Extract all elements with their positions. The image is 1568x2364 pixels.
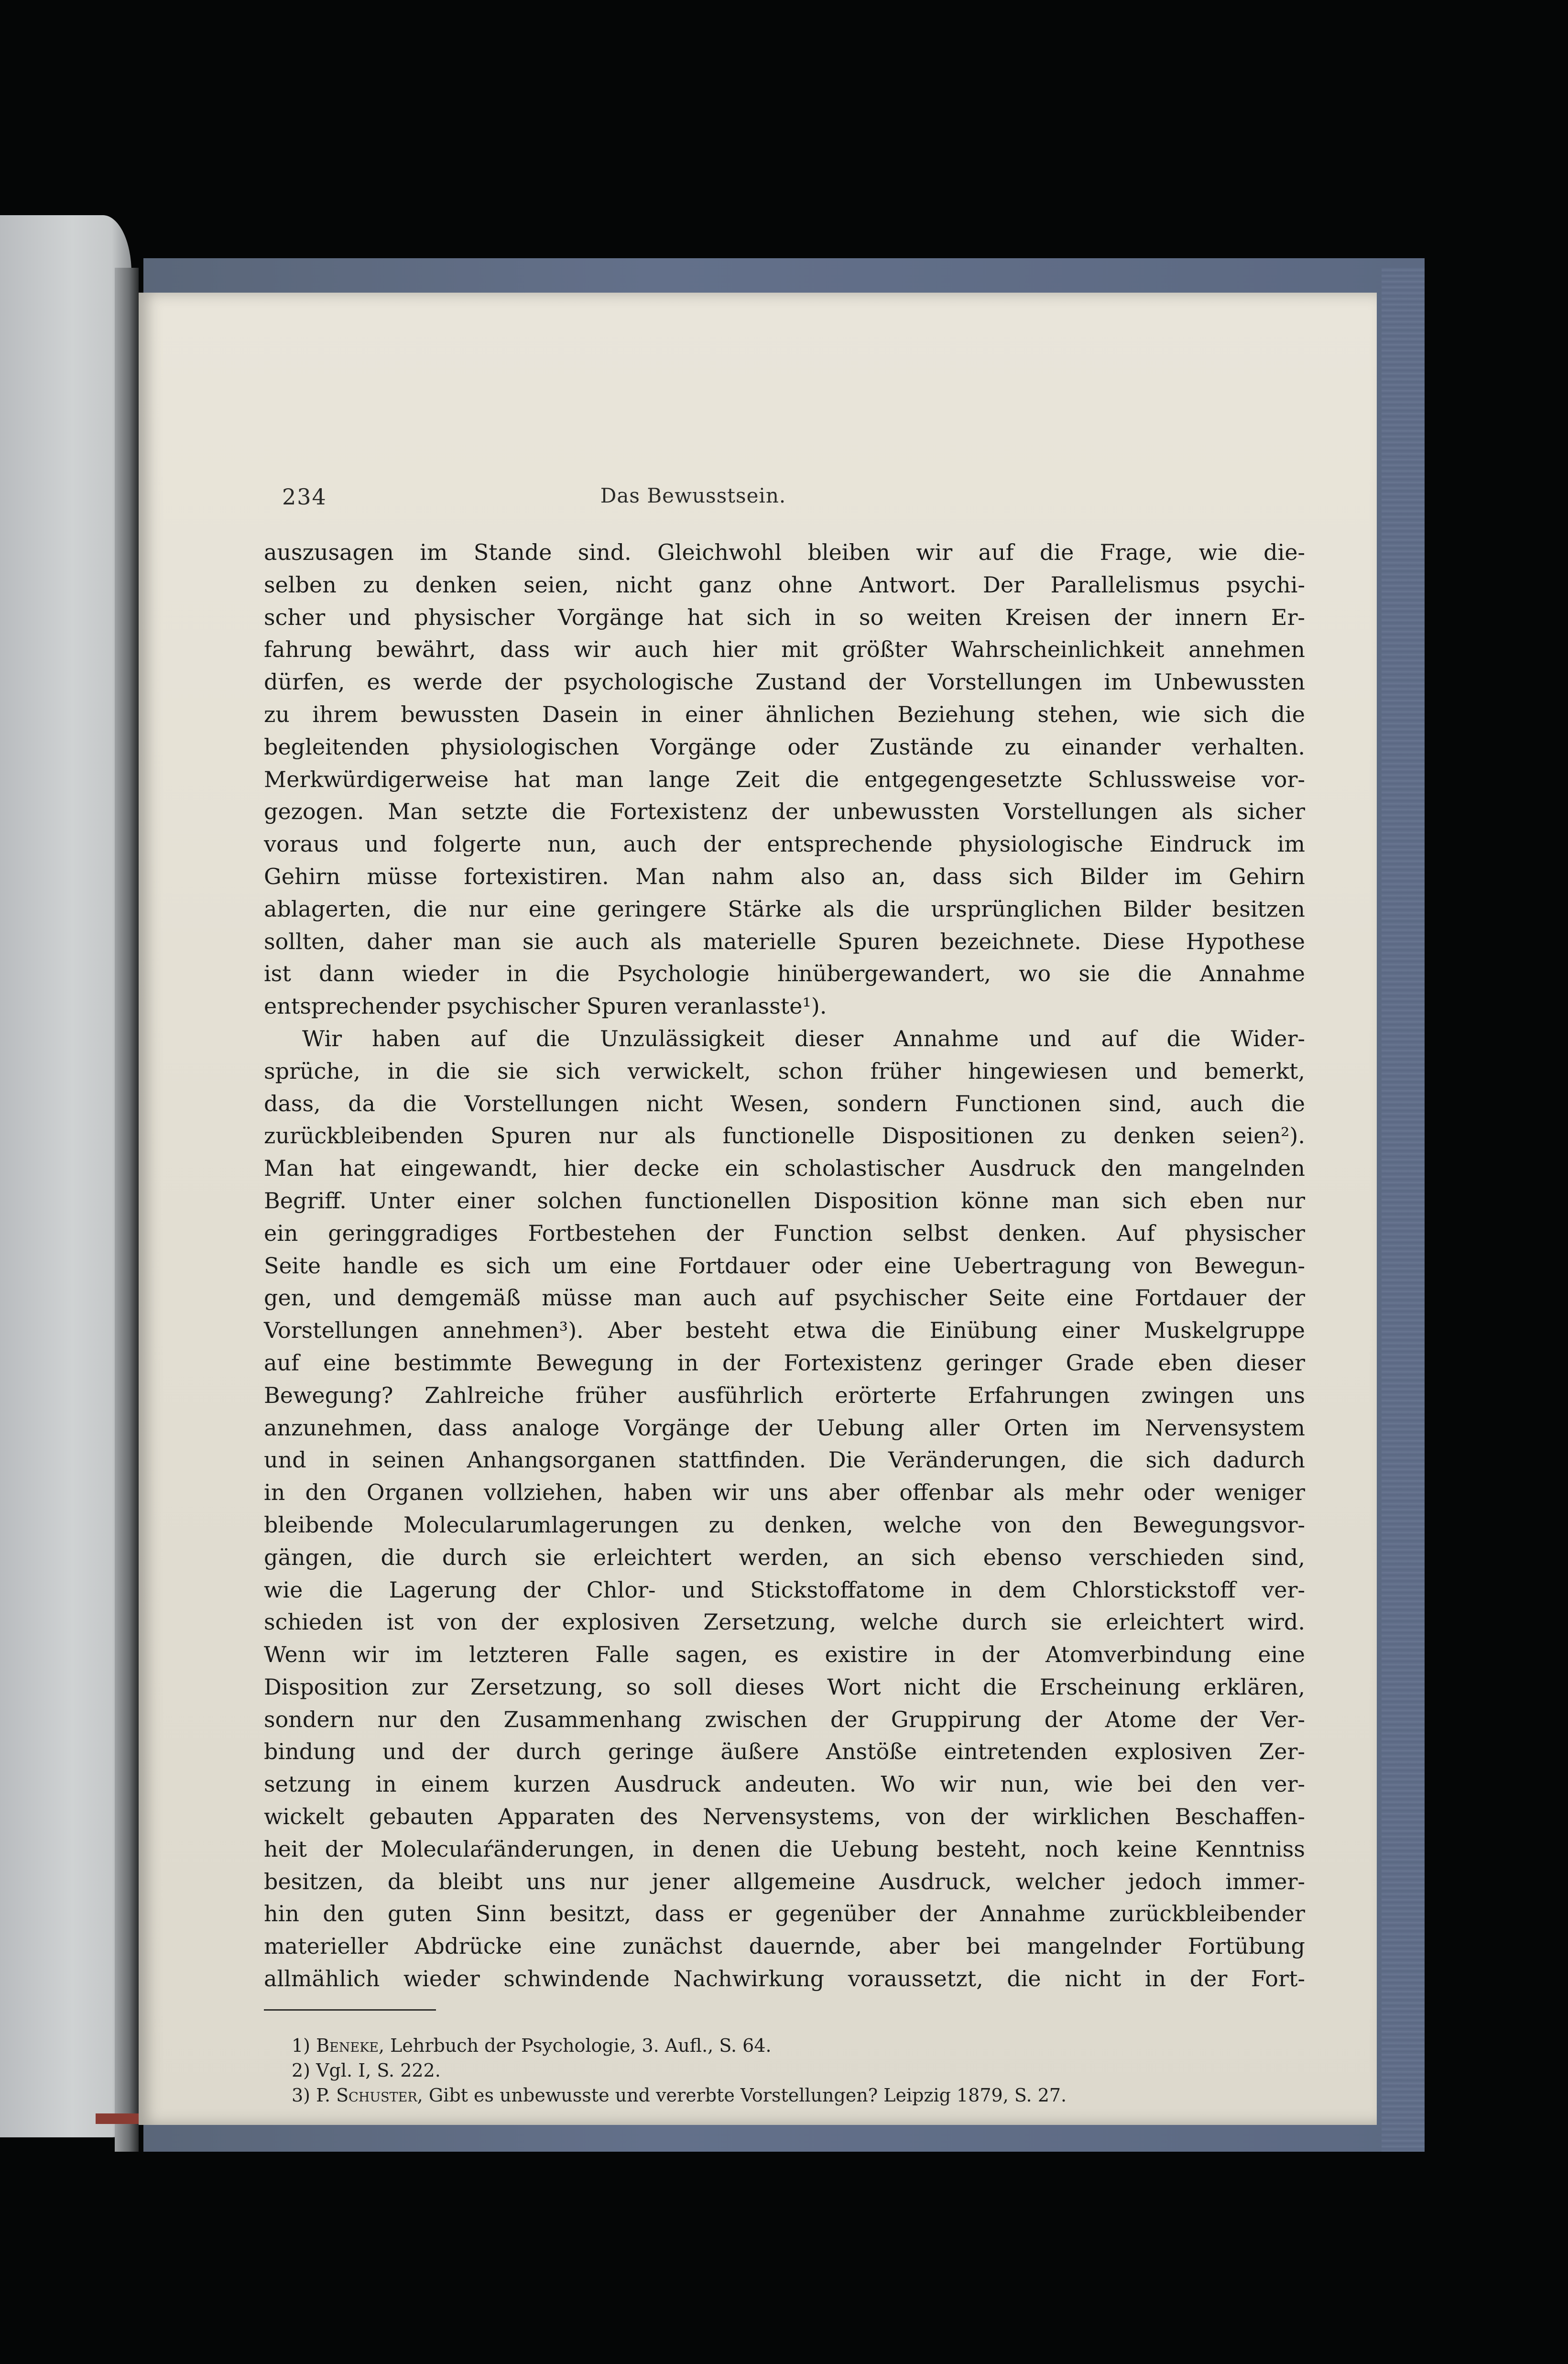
text-line: scher und physischer Vorgänge hat sich in so weiten Kreisen der innern Er- [264,604,1305,630]
text-line: hin den guten Sinn besitzt, dass er gegenüber der Annahme zurückbleibender [264,1901,1305,1927]
text-line: wie die Lagerung der Chlor- und Stickstoffatome in dem Chlorstickstoff ver- [264,1576,1305,1603]
text-line: und in seinen Anhangsorganen stattfinden. Die Veränderungen, die sich dadurch [264,1447,1305,1473]
footnote-marker: 1) [292,2035,311,2056]
book-page [139,293,1377,2125]
footnote [292,2058,1310,2083]
text-line: sondern nur den Zusammenhang zwischen der Gruppirung der Atome der Ver- [264,1706,1305,1732]
text-line: begleitenden physiologischen Vorgänge oder Zustände zu einander verhalten. [264,733,1305,760]
text-line: gezogen. Man setzte die Fortexistenz der unbewussten Vorstellungen als sicher [264,799,1305,825]
text-line: Merkwürdigerweise hat man lange Zeit die entgegengesetzte Schlussweise vor- [264,766,1305,792]
text-line: Seite handle es sich um eine Fortdauer oder eine Uebertragung von Bewegun- [264,1252,1305,1279]
footnote [292,2033,1310,2058]
text-line: Vorstellungen annehmen³). Aber besteht etwa die Einübung einer Muskelgruppe [264,1317,1305,1344]
footnote [292,2083,1310,2108]
text-line: ein geringgradiges Fortbestehen der Function selbst denken. Auf physischer [264,1220,1305,1246]
text-line: Gehirn müsse fortexistiren. Man nahm also an, dass sich Bilder im Gehirn [264,863,1305,889]
text-line: zurückbleibenden Spuren nur als functionelle Dispositionen zu denken seien²). [264,1123,1305,1149]
page-number: 234 [282,484,327,510]
text-line: sollten, daher man sie auch als materielle Spuren bezeichnete. Diese Hypothese [264,928,1305,954]
body-text [264,536,1305,1995]
left-page-edge [0,215,131,2137]
text-line: auszusagen im Stande sind. Gleichwohl bleiben wir auf die Frage, wie die- [264,539,1305,565]
footnote-author: P. Schuster [316,2085,417,2106]
text-line: selben zu denken seien, nicht ganz ohne Antwort. Der Parallelismus psychi- [264,571,1305,598]
footnote-text: Vgl. I, S. 222. [316,2060,441,2081]
text-line: voraus und folgerte nun, auch der entsprechende physiologische Eindruck im [264,831,1305,857]
footnotes [292,2033,1310,2108]
text-line: Wir haben auf die Unzulässigkeit dieser Annahme und auf die Wider- [302,1025,1305,1051]
text-line: fahrung bewährt, dass wir auch hier mit größter Wahrscheinlichkeit annehmen [264,636,1305,663]
book-gutter [115,268,139,2152]
text-line: wickelt gebauten Apparaten des Nervensystems, von der wirklichen Beschaffen- [264,1804,1305,1830]
text-line: gängen, die durch sie erleichtert werden, an sich ebenso verschieden sind, [264,1544,1305,1570]
text-line: zu ihrem bewussten Dasein in einer ähnlichen Beziehung stehen, wie sich die [264,701,1305,727]
text-line: ist dann wieder in die Psychologie hinübergewandert, wo sie die Annahme [264,961,1305,987]
text-line: Wenn wir im letzteren Falle sagen, es existire in der Atomverbindung eine [264,1642,1305,1668]
footnote-text: , Lehrbuch der Psychologie, 3. Aufl., S. 64. [378,2035,772,2056]
text-line: Disposition zur Zersetzung, so soll dieses Wort nicht die Erscheinung erklären, [264,1674,1305,1700]
text-line: auf eine bestimmte Bewegung in der Fortexistenz geringer Grade eben dieser [264,1349,1305,1376]
text-line: allmählich wieder schwindende Nachwirkung voraussetzt, die nicht in der Fort- [264,1966,1305,1992]
book-cover-edge [1382,268,1425,2152]
footnote-text: , Gibt es unbewusste und vererbte Vorstellungen? Leipzig 1879, S. 27. [417,2085,1067,2106]
page-header [282,484,1104,522]
text-line: schieden ist von der explosiven Zersetzung, welche durch sie erleichtert wird. [264,1609,1305,1635]
text-line: anzunehmen, dass analoge Vorgänge der Uebung aller Orten im Nervensystem [264,1414,1305,1441]
text-line: setzung in einem kurzen Ausdruck andeuten. Wo wir nun, wie bei den ver- [264,1771,1305,1797]
footnote-author: Beneke [316,2035,379,2056]
text-line: Begriff. Unter einer solchen functionellen Disposition könne man sich eben nur [264,1187,1305,1214]
text-line: Man hat eingewandt, hier decke ein scholastischer Ausdruck den mangelnden [264,1155,1305,1182]
footnote-marker: 3) [292,2085,311,2106]
text-line: entsprechender psychischer Spuren veranlasste¹). [264,993,827,1019]
text-line: besitzen, da bleibt uns nur jener allgemeine Ausdruck, welcher jedoch immer- [264,1868,1305,1894]
text-line: bleibende Molecularumlagerungen zu denken, welche von den Bewegungsvor- [264,1511,1305,1538]
text-line: materieller Abdrücke eine zunächst dauernde, aber bei mangelnder Fortübung [264,1933,1305,1959]
text-line: bindung und der durch geringe äußere Anstöße eintretenden explosiven Zer- [264,1739,1305,1765]
text-line: dürfen, es werde der psychologische Zustand der Vorstellungen im Unbewussten [264,669,1305,695]
running-title: Das Bewusstsein. [600,484,786,507]
text-line: dass, da die Vorstellungen nicht Wesen, sondern Functionen sind, auch die [264,1090,1305,1116]
text-line: heit der Moleculaŕänderungen, in denen die Uebung besteht, noch keine Kenntniss [264,1836,1305,1862]
text-line: ablagerten, die nur eine geringere Stärke als die ursprünglichen Bilder besitzen [264,896,1305,922]
text-line: sprüche, in die sie sich verwickelt, schon früher hingewiesen und bemerkt, [264,1058,1305,1084]
text-line: Bewegung? Zahlreiche früher ausführlich erörterte Erfahrungen zwingen uns [264,1382,1305,1408]
text-line: gen, und demgemäß müsse man auch auf psychischer Seite eine Fortdauer der [264,1285,1305,1311]
footnote-rule [264,2009,436,2011]
footnote-marker: 2) [292,2060,311,2081]
text-line: in den Organen vollziehen, haben wir uns aber offenbar als mehr oder weniger [264,1479,1305,1506]
